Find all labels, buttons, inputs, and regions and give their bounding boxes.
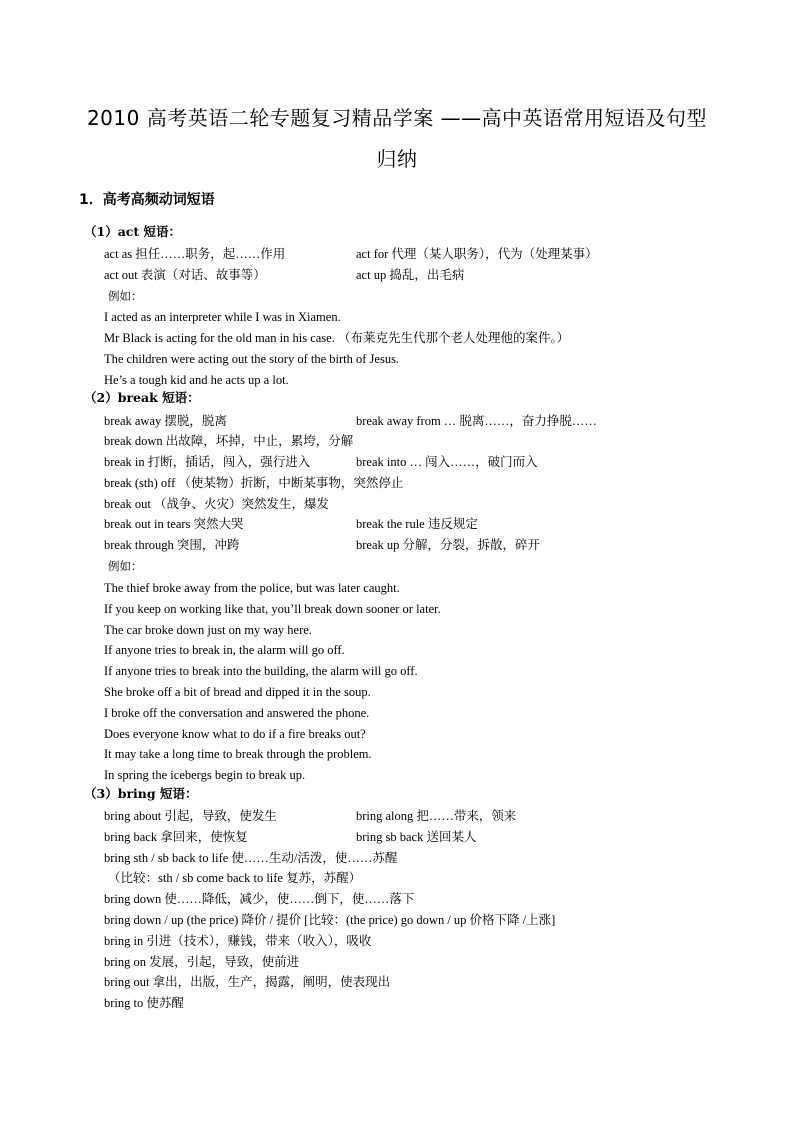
bring-row: [104, 808, 516, 824]
phrase-entry: break away from … 脱离……，奋力挣脱……: [356, 414, 597, 428]
phrase-entry: break out （战争、火灾）突然发生，爆发: [104, 497, 329, 511]
example-label: 例如：: [108, 559, 143, 573]
phrase-entry: bring to 使苏醒: [104, 996, 184, 1010]
phrase-entry: bring sth / sb back to life 使……生动/活泼，使……苏醒: [104, 851, 398, 865]
phrase-entry: act as 担任……职务，起……作用: [104, 247, 286, 261]
document-title-line-2: 归纳: [376, 147, 418, 171]
example-sentence: The children were acting out the story of the birth of Jesus.: [104, 352, 400, 366]
example-sentence: I broke off the conversation and answered the phone.: [104, 706, 370, 720]
phrase-entry: break (sth) off （使某物）折断，中断某事物，突然停止: [104, 476, 404, 490]
example-sentence: He’s a tough kid and he acts up a lot.: [104, 373, 289, 387]
example-sentence: If anyone tries to break in, the alarm will go off.: [104, 643, 345, 657]
phrase-entry: bring along 把……带来，领来: [356, 809, 517, 823]
example-sentence: It may take a long time to break through the problem.: [104, 747, 372, 761]
break-row: [104, 475, 403, 491]
break-row: [104, 413, 597, 429]
break-row: [104, 537, 540, 553]
phrase-entry: break through 突围，冲跨: [104, 538, 240, 552]
example-sentence: Does everyone know what to do if a fire breaks out?: [104, 727, 366, 741]
act-heading: （1）act 短语：: [84, 224, 182, 239]
bring-heading: （3）bring 短语：: [84, 786, 198, 801]
example-sentence: In spring the icebergs begin to break up.: [104, 768, 306, 782]
phrase-entry: bring sb back 送回某人: [356, 830, 477, 844]
break-row: [104, 433, 353, 449]
phrase-entry: act out 表演（对话、故事等）: [104, 268, 266, 282]
example-sentence: I acted as an interpreter while I was in Xiamen.: [104, 310, 341, 324]
section-heading-verb-phrases: 1．高考高频动词短语: [79, 192, 215, 208]
break-heading: （2）break 短语：: [84, 390, 200, 405]
phrase-entry: break away 摆脱，脱离: [104, 414, 227, 428]
phrase-entry: act for 代理（某人职务），代为（处理某事）: [356, 247, 598, 261]
example-sentence: She broke off a bit of bread and dipped it in the soup.: [104, 685, 371, 699]
example-sentence: The thief broke away from the police, but was later caught.: [104, 581, 400, 595]
example-sentence: If you keep on working like that, you’ll break down sooner or later.: [104, 602, 441, 616]
comparison-note: （比较：sth / sb come back to life 复苏，苏醒）: [108, 871, 362, 885]
phrase-entry: break the rule 违反规定: [356, 517, 478, 531]
phrase-entry: break up 分解，分裂，拆散，碎开: [356, 538, 541, 552]
phrase-entry: bring back 拿回来，使恢复: [104, 830, 248, 844]
phrase-entry: bring in 引进（技术），赚钱，带来（收入），吸收: [104, 934, 372, 948]
break-row: [104, 516, 478, 532]
act-row: [104, 246, 598, 262]
phrase-entry: bring down / up (the price) 降价 / 提价 [比较：(the price) go down / up 价格下降 /上涨]: [104, 913, 556, 927]
phrase-entry: bring down 使……降低，减少，使……倒下，使……落下: [104, 892, 415, 906]
act-row: [104, 267, 464, 283]
phrase-entry: bring on 发展，引起，导致，使前进: [104, 955, 300, 969]
example-sentence: The car broke down just on my way here.: [104, 623, 312, 637]
phrase-entry: break out in tears 突然大哭: [104, 517, 244, 531]
bring-row: [104, 829, 476, 845]
phrase-entry: act up 捣乱，出毛病: [356, 268, 465, 282]
break-row: [104, 454, 538, 470]
example-label: 例如：: [108, 289, 143, 303]
example-sentence: If anyone tries to break into the building, the alarm will go off.: [104, 664, 418, 678]
phrase-entry: break down 出故障，坏掉，中止，累垮，分解: [104, 434, 354, 448]
phrase-entry: break into … 闯入……，破门而入: [356, 455, 538, 469]
phrase-entry: bring out 拿出，出版，生产，揭露，阐明，使表现出: [104, 975, 391, 989]
phrase-entry: break in 打断，插话，闯入，强行进入: [104, 455, 311, 469]
document-title-line-1: 2010 高考英语二轮专题复习精品学案 ——高中英语常用短语及句型: [86, 106, 708, 130]
phrase-entry: bring about 引起，导致，使发生: [104, 809, 277, 823]
example-sentence: Mr Black is acting for the old man in his case. （布莱克先生代那个老人处理他的案件。）: [104, 331, 570, 345]
break-row: [104, 496, 329, 512]
